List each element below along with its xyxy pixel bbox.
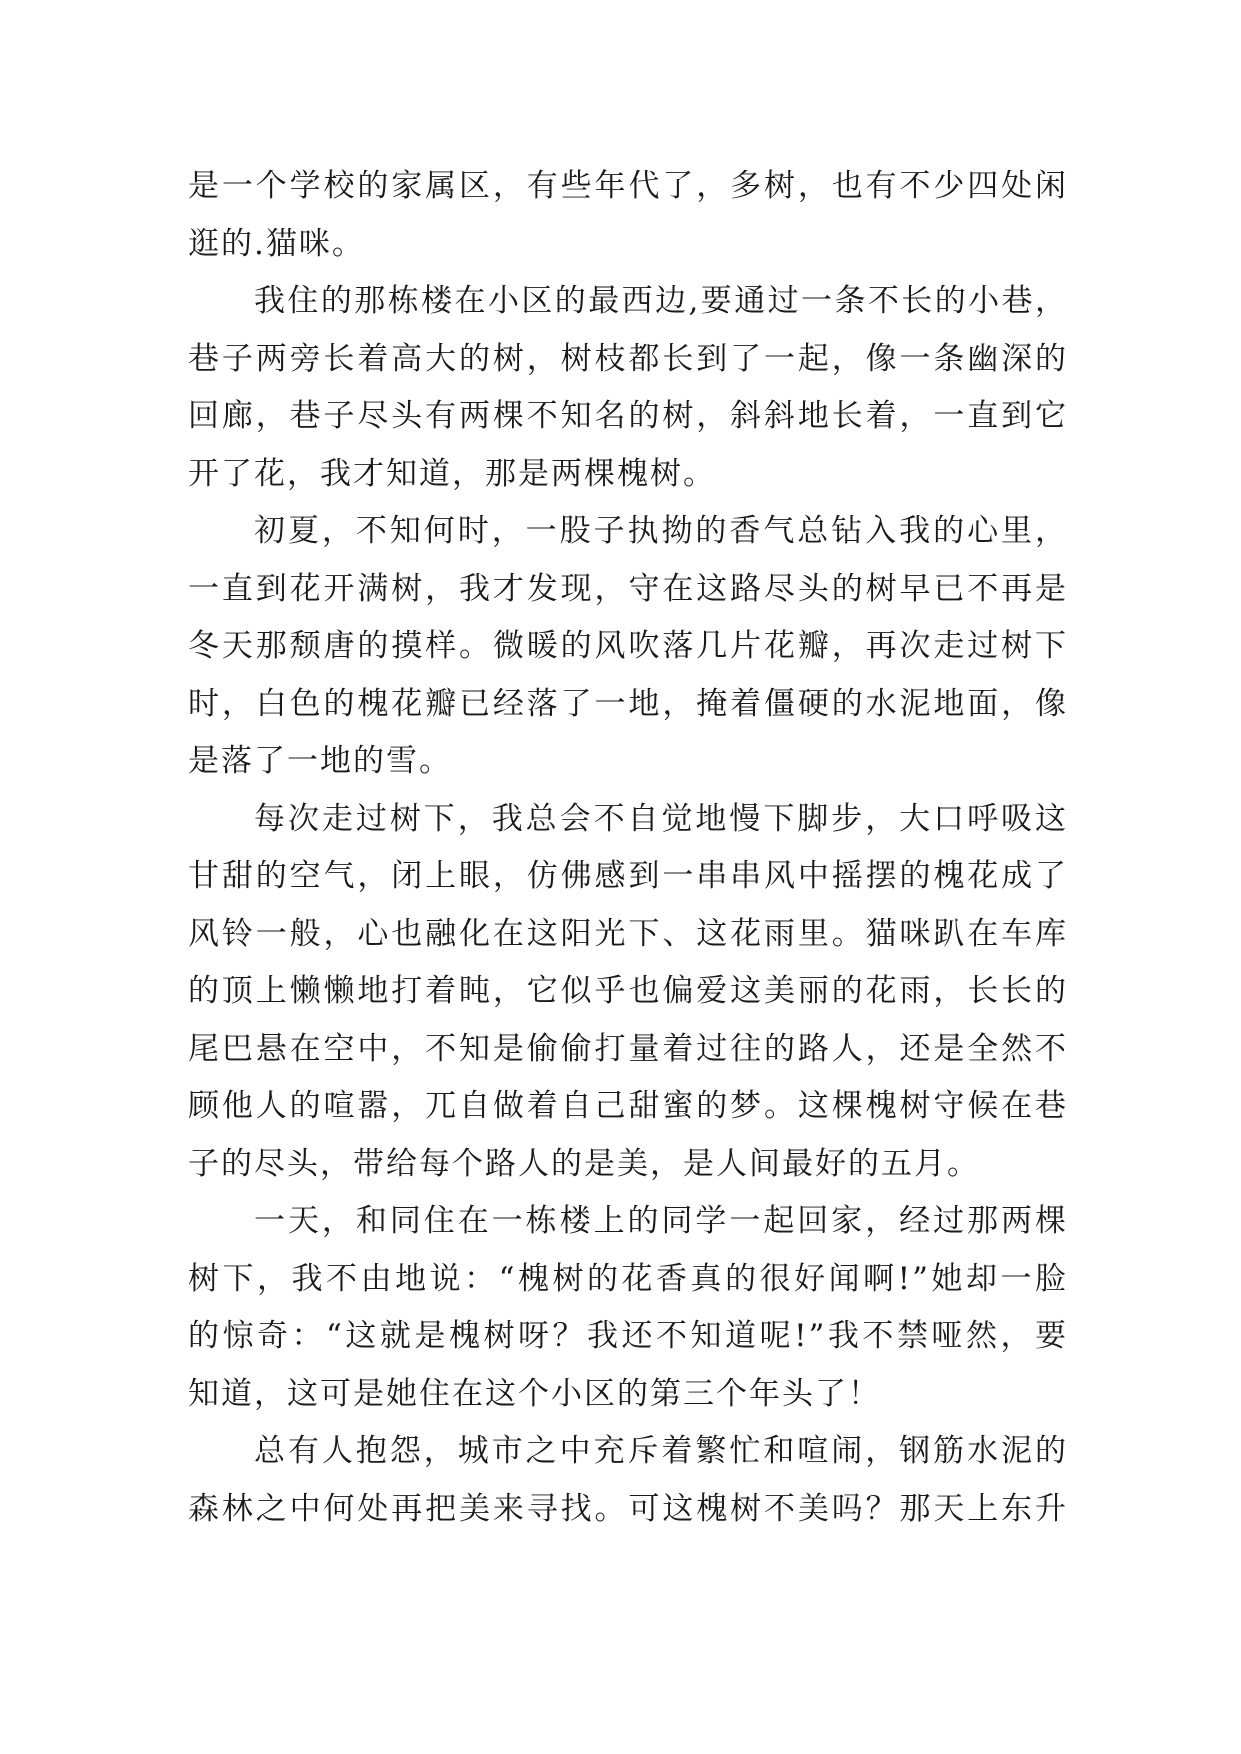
text-line: 的顶上懒懒地打着盹，它似乎也偏爱这美丽的花雨，长长的 xyxy=(188,973,1068,1009)
text-line: 回廊，巷子尽头有两棵不知名的树，斜斜地长着，一直到它 xyxy=(188,398,1068,434)
text-line: 一天，和同住在一栋楼上的同学一起回家，经过那两棵 xyxy=(254,1203,1068,1239)
text-line: 尾巴悬在空中，不知是偷偷打量着过往的路人，还是全然不 xyxy=(188,1030,1068,1067)
text-line: 冬天那颓唐的摸样。微暖的风吹落几片花瓣，再次走过树下 xyxy=(188,628,1068,664)
text-line: 每次走过树下，我总会不自觉地慢下脚步，大口呼吸这 xyxy=(254,800,1068,837)
text-line: 逛的.猫咪。 xyxy=(188,225,365,262)
text-line: 树下，我不由地说：“槐树的花香真的很好闻啊!”她却一脸 xyxy=(188,1260,1068,1297)
body-text xyxy=(188,158,1068,1538)
text-line: 一直到花开满树，我才发现，守在这路尽头的树早已不再是 xyxy=(188,570,1068,607)
text-line: 初夏，不知何时，一股子执拗的香气总钻入我的心里， xyxy=(254,513,1068,549)
text-line: 森林之中何处再把美来寻找。可这槐树不美吗？那天上东升 xyxy=(188,1490,1068,1527)
text-line: 顾他人的喧嚣，兀自做着自己甜蜜的梦。这棵槐树守候在巷 xyxy=(188,1088,1068,1124)
text-line: 风铃一般，心也融化在这阳光下、这花雨里。猫咪趴在车库 xyxy=(188,915,1068,952)
text-line: 子的尽头，带给每个路人的是美，是人间最好的五月。 xyxy=(188,1145,980,1182)
text-line: 开了花，我才知道，那是两棵槐树。 xyxy=(188,455,716,492)
text-line: 是落了一地的雪。 xyxy=(188,743,452,779)
text-line: 是一个学校的家属区，有些年代了，多树，也有不少四处闲 xyxy=(188,168,1068,204)
text-line: 时，白色的槐花瓣已经落了一地，掩着僵硬的水泥地面，像 xyxy=(188,685,1068,722)
text-line: 知道，这可是她住在这个小区的第三个年头了！ xyxy=(188,1375,881,1412)
text-line: 甘甜的空气，闭上眼，仿佛感到一串串风中摇摆的槐花成了 xyxy=(188,858,1068,894)
text-line: 总有人抱怨，城市之中充斥着繁忙和喧闹，钢筋水泥的 xyxy=(254,1433,1068,1469)
text-line: 的惊奇：“这就是槐树呀？我还不知道呢!”我不禁哑然，要 xyxy=(188,1318,1068,1354)
text-line: 巷子两旁长着高大的树，树枝都长到了一起，像一条幽深的 xyxy=(188,340,1068,377)
text-line: 我住的那栋楼在小区的最西边,要通过一条不长的小巷， xyxy=(254,283,1068,319)
